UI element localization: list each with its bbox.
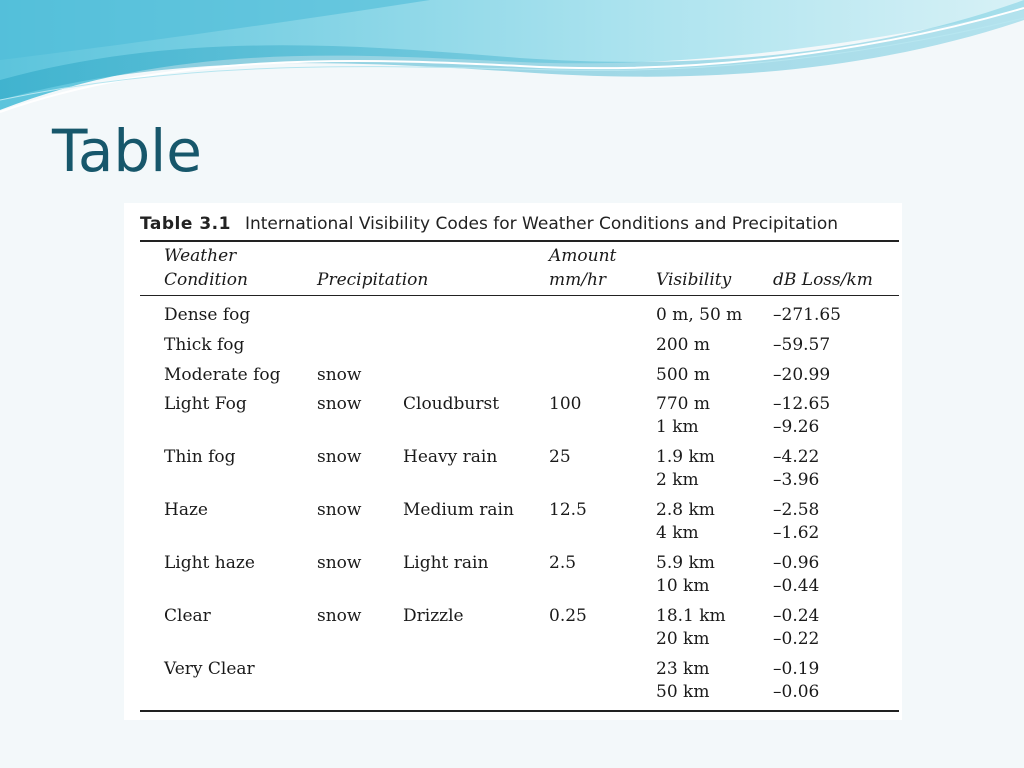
header-weather-line1: Weather [164, 246, 237, 266]
cell-visibility: 2.8 km [656, 500, 715, 520]
cell-db-loss: –0.06 [773, 682, 820, 702]
cell-visibility: 5.9 km [656, 553, 715, 573]
cell-precipitation-rain: Light rain [403, 553, 489, 573]
cell-db-loss: –20.99 [773, 365, 831, 385]
cell-db-loss: –0.24 [773, 606, 820, 626]
cell-weather-condition: Very Clear [164, 659, 255, 679]
slide-title: Table [52, 117, 202, 185]
cell-db-loss: –0.19 [773, 659, 820, 679]
cell-db-loss: –0.44 [773, 576, 820, 596]
cell-visibility: 0 m, 50 m [656, 305, 743, 325]
cell-visibility: 23 km [656, 659, 710, 679]
cell-visibility: 50 km [656, 682, 710, 702]
cell-amount: 0.25 [549, 606, 587, 626]
cell-weather-condition: Clear [164, 606, 211, 626]
table-caption-label: Table 3.1 [140, 214, 231, 234]
cell-visibility: 500 m [656, 365, 710, 385]
cell-precipitation-rain: Heavy rain [403, 447, 498, 467]
header-wave-decoration [0, 0, 1024, 130]
cell-db-loss: –12.65 [773, 394, 831, 414]
cell-weather-condition: Dense fog [164, 305, 251, 325]
cell-precipitation-rain: Cloudburst [403, 394, 500, 414]
cell-db-loss: –59.57 [773, 335, 831, 355]
cell-weather-condition: Light haze [164, 553, 255, 573]
cell-visibility: 1.9 km [656, 447, 715, 467]
cell-precipitation-snow: snow [317, 447, 362, 467]
table-top-rule [140, 240, 899, 242]
cell-db-loss: –0.96 [773, 553, 820, 573]
cell-precipitation-snow: snow [317, 606, 362, 626]
cell-amount: 100 [549, 394, 582, 414]
cell-db-loss: –4.22 [773, 447, 820, 467]
cell-visibility: 1 km [656, 417, 699, 437]
cell-db-loss: –3.96 [773, 470, 820, 490]
cell-weather-condition: Light Fog [164, 394, 247, 414]
cell-visibility: 20 km [656, 629, 710, 649]
table-caption-text: International Visibility Codes for Weather Conditions and Precipitation [244, 214, 839, 234]
cell-precipitation-snow: snow [317, 500, 362, 520]
cell-amount: 2.5 [549, 553, 577, 573]
cell-weather-condition: Thick fog [164, 335, 245, 355]
header-amount-line2: mm/hr [549, 270, 607, 290]
cell-precipitation-rain: Drizzle [403, 606, 464, 626]
cell-visibility: 10 km [656, 576, 710, 596]
header-db-loss: dB Loss/km [773, 270, 873, 290]
table-header-rule [140, 295, 899, 296]
header-amount-line1: Amount [549, 246, 617, 266]
cell-db-loss: –271.65 [773, 305, 841, 325]
cell-amount: 25 [549, 447, 571, 467]
table-bottom-rule [140, 710, 899, 712]
cell-db-loss: –9.26 [773, 417, 820, 437]
cell-amount: 12.5 [549, 500, 587, 520]
cell-precipitation-snow: snow [317, 394, 362, 414]
cell-visibility: 2 km [656, 470, 699, 490]
cell-db-loss: –1.62 [773, 523, 820, 543]
cell-visibility: 200 m [656, 335, 710, 355]
table-caption [140, 214, 838, 234]
cell-precipitation-snow: snow [317, 365, 362, 385]
cell-weather-condition: Haze [164, 500, 208, 520]
header-visibility: Visibility [656, 270, 732, 290]
header-precipitation: Precipitation [317, 270, 429, 290]
cell-db-loss: –2.58 [773, 500, 820, 520]
cell-visibility: 4 km [656, 523, 699, 543]
cell-precipitation-snow: snow [317, 553, 362, 573]
header-weather-line2: Condition [164, 270, 248, 290]
cell-visibility: 18.1 km [656, 606, 726, 626]
cell-precipitation-rain: Medium rain [403, 500, 514, 520]
cell-weather-condition: Moderate fog [164, 365, 281, 385]
cell-weather-condition: Thin fog [164, 447, 236, 467]
cell-db-loss: –0.22 [773, 629, 820, 649]
cell-visibility: 770 m [656, 394, 710, 414]
